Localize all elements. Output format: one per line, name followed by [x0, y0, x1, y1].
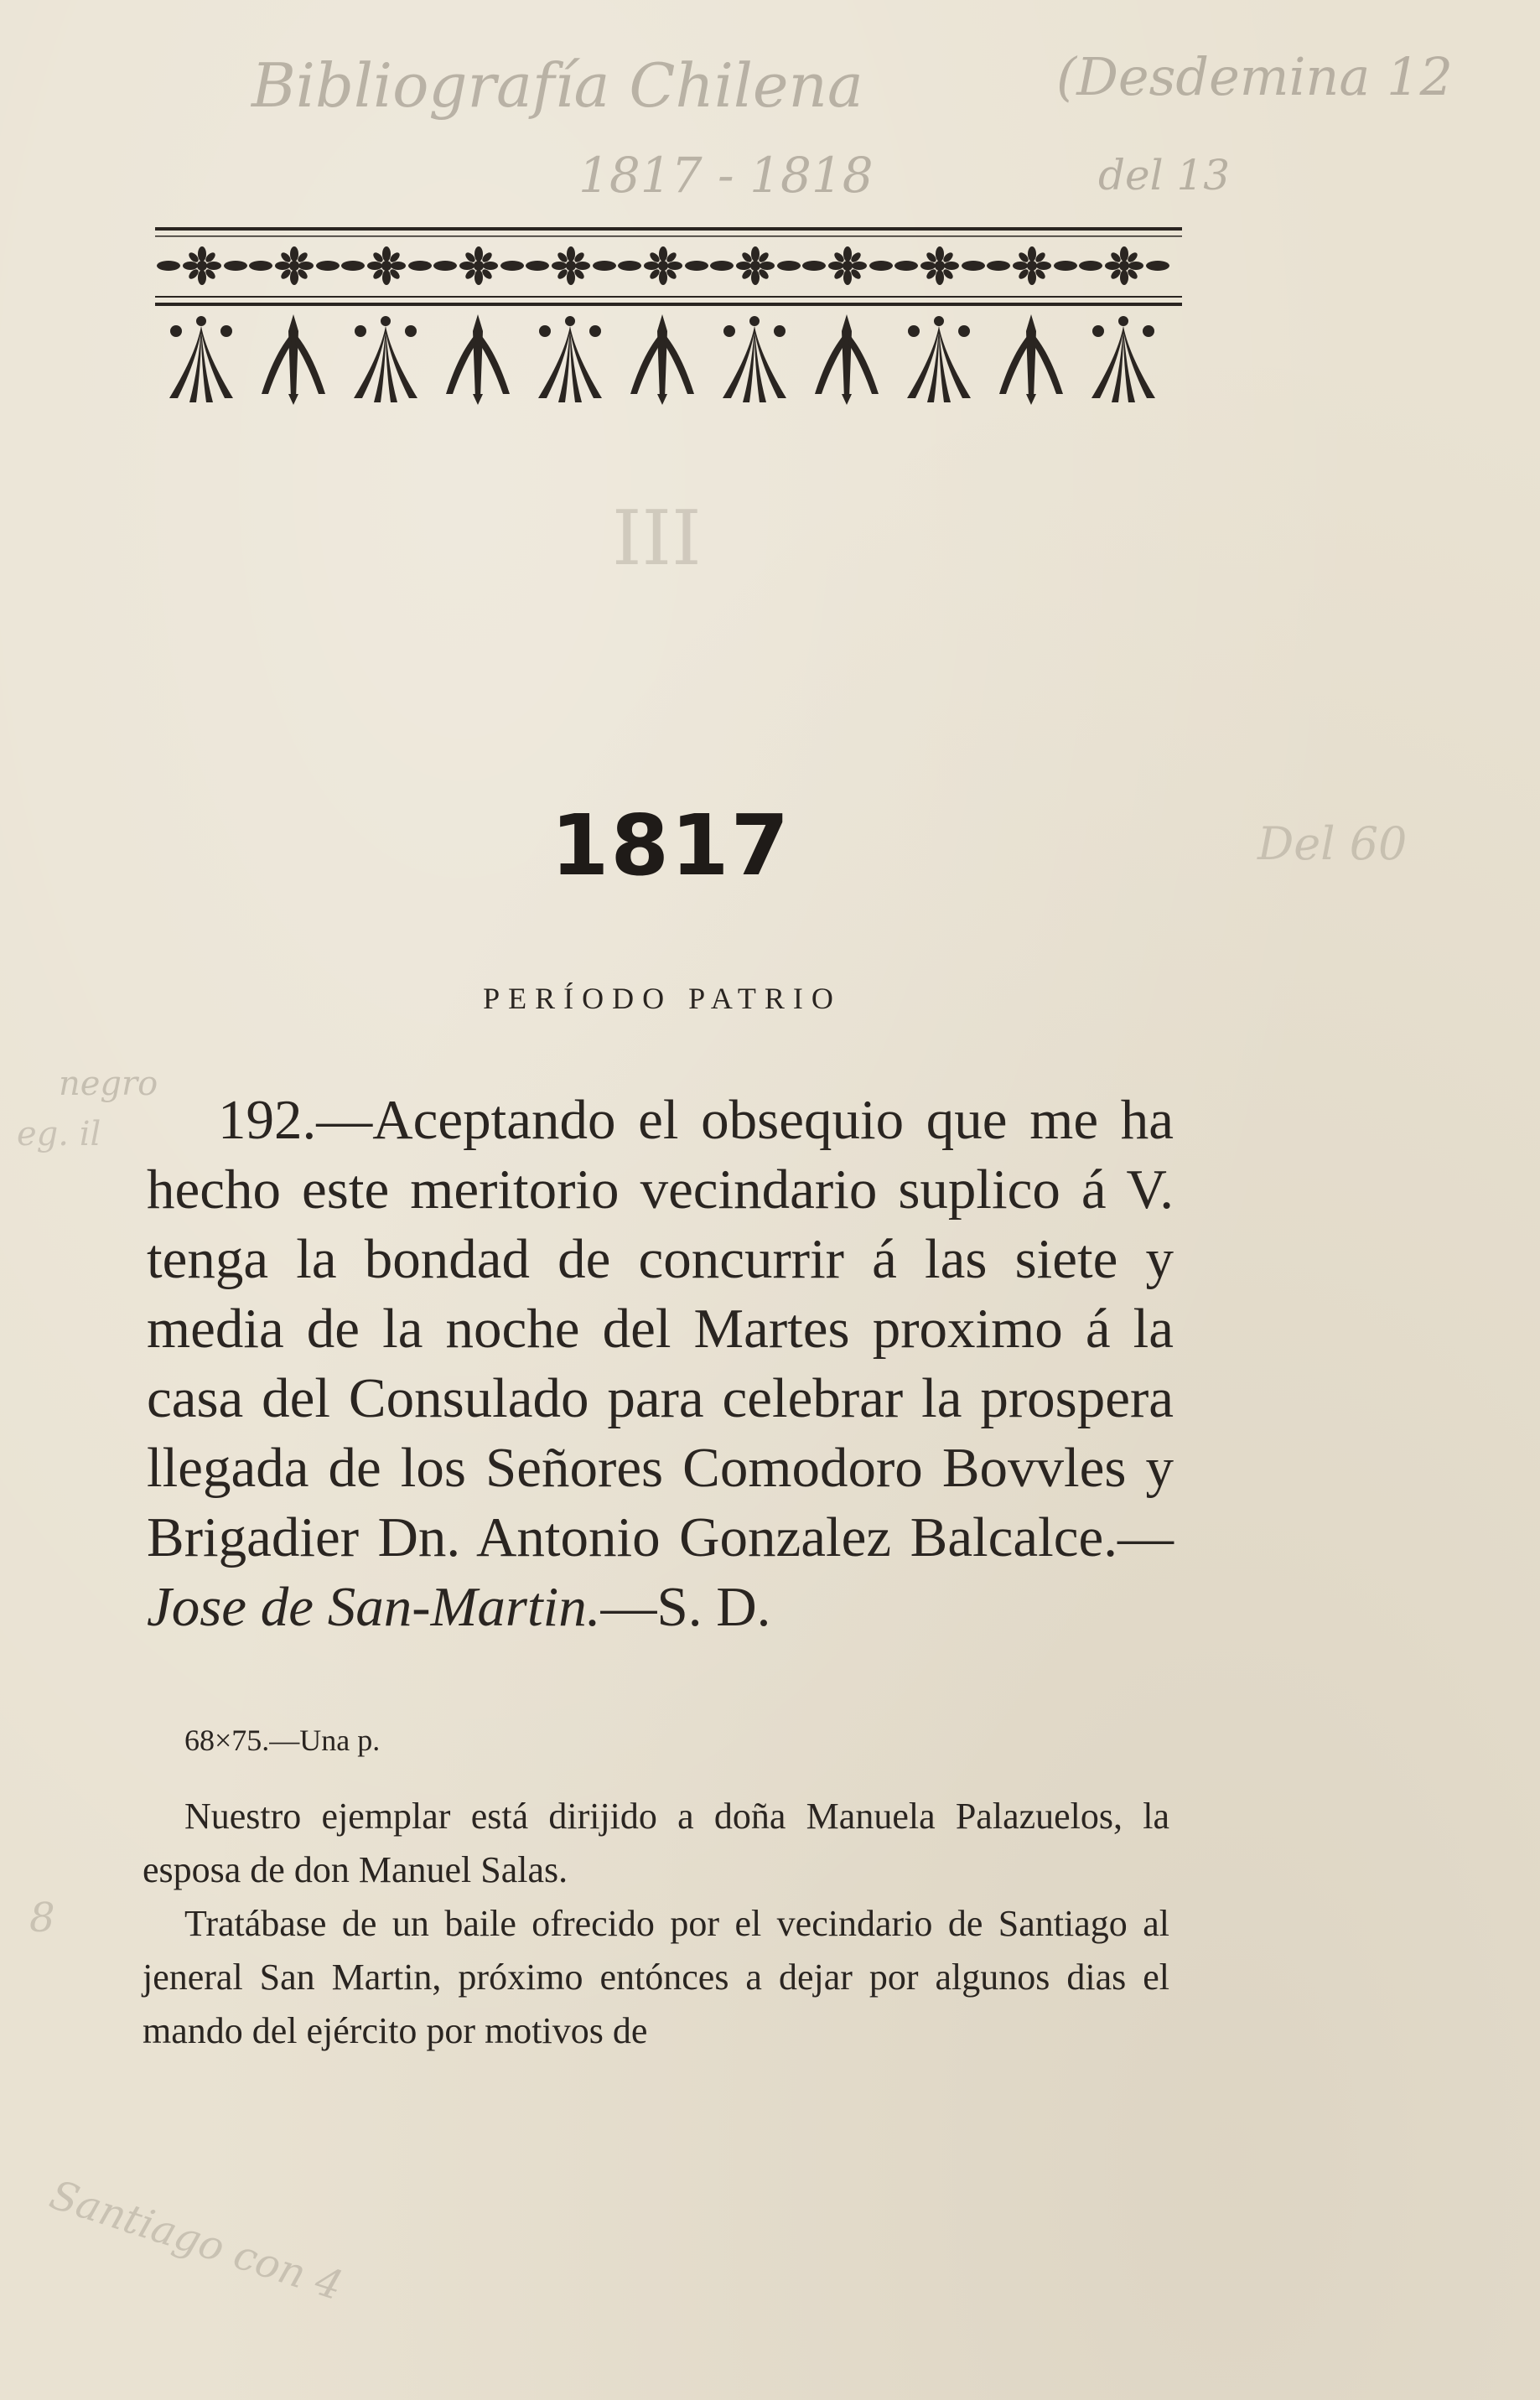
pencil-annotation-right-sub: del 13 — [1098, 151, 1231, 200]
period-subheading: PERÍODO PATRIO — [483, 982, 842, 1015]
year-heading: 1817 — [550, 796, 791, 894]
entry-number: 192. — [218, 1089, 317, 1151]
pencil-annotation-margin-left-2: eg. il — [17, 1115, 101, 1153]
entry-suffix: —S. D. — [600, 1576, 771, 1638]
entry-signature: Jose de San-Martin. — [147, 1576, 601, 1638]
pencil-annotation-bottom: Santiago con 4 — [44, 2171, 349, 2310]
pencil-annotation-years: 1817 - 1818 — [578, 147, 874, 204]
entry-text: —Aceptando el obsequio que me ha hecho este meritorio vecindario suplico á V. tenga la bondad de concurrir á las siete y media de la noche del Martes proximo á la casa del Consulado para celebrar la prospera llegada de los Señores Comodoro Bovvles y Brigadier Dn. Antonio Gonzalez Balcalce.— — [147, 1089, 1174, 1568]
pencil-annotation-roman: III — [612, 495, 702, 583]
floret-icon — [157, 246, 247, 285]
bibliographic-entry — [147, 1086, 1174, 1642]
note-paragraph: Nuestro ejemplar está dirijido a doña Manuela Palazuelos, la esposa de don Manuel Salas. — [143, 1796, 1169, 1890]
entry-notes — [143, 1790, 1169, 2058]
note-paragraph: Tratábase de un baile ofrecido por el vecindario de Santiago al jeneral San Martin, próximo entónces a dejar por algunos dias el mando del ejército por motivos de — [143, 1903, 1169, 2051]
pencil-annotation-margin-left-1: negro — [59, 1065, 158, 1103]
pencil-annotation-margin-right: Del 60 — [1257, 817, 1408, 870]
pencil-annotation-title: Bibliografía Chilena — [251, 50, 863, 121]
entry-dimensions: 68×75.—Una p. — [184, 1724, 381, 1757]
pencil-annotation-margin-left-3: 8 — [29, 1895, 55, 1941]
ornamental-border — [155, 222, 1182, 415]
pencil-annotation-right: (Desdemina 12 — [1056, 46, 1453, 107]
